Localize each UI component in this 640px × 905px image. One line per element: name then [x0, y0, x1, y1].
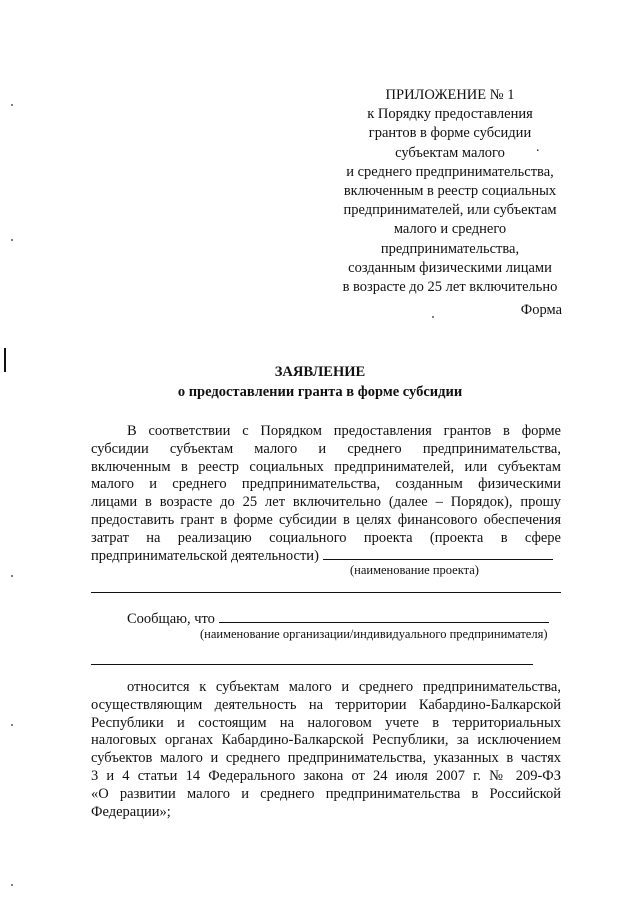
paragraph-line: малого и среднего предпринимательства, созданным физическими [91, 476, 561, 493]
appendix-line: предпринимателей, или субъектам [343, 202, 557, 219]
paragraph-line: «О развитии малого и среднего предпринимательства в Российской [91, 785, 561, 802]
appendix-line: малого и среднего [393, 221, 507, 238]
paragraph-line-text: предпринимательской деятельности) [91, 547, 319, 564]
organization-name-field[interactable] [219, 622, 549, 623]
project-name-caption: (наименование проекта) [350, 563, 479, 577]
title-subtitle: о предоставлении гранта в форме субсидии [177, 384, 463, 400]
scan-dot [11, 104, 13, 106]
scan-dot [11, 239, 13, 241]
project-name-field-line2[interactable] [91, 592, 561, 593]
appendix-line: ПРИЛОЖЕНИЕ № 1 [385, 87, 515, 103]
paragraph-line: 3 и 4 статьи 14 Федерального закона от 24 июля 2007 г. № 209-ФЗ [91, 767, 561, 784]
report-lead: Сообщаю, что [127, 611, 215, 627]
paragraph-line: осуществляющим деятельность на территории Кабардино-Балкарской [91, 696, 561, 713]
document-title [0, 362, 640, 402]
paragraph-line: относится к субъектам малого и среднего предпринимательства, [127, 679, 561, 695]
paragraph-line: предоставить грант в форме субсидии в целях финансового обеспечения [91, 511, 561, 528]
appendix-line: в возрасте до 25 лет включительно [342, 279, 558, 296]
appendix-line: субъектам малого [395, 144, 505, 161]
appendix-line: и среднего предпринимательства, [346, 163, 554, 180]
paragraph-line: субъектов малого и среднего предпринимательства, указанных в частях [91, 750, 561, 767]
scan-dot [11, 724, 13, 726]
scan-dot: . [536, 140, 540, 155]
paragraph-line: налоговых органах Кабардино-Балкарской Республики, за исключением [91, 732, 561, 749]
scan-dot [11, 575, 13, 577]
title-main: ЗАЯВЛЕНИЕ [274, 364, 366, 380]
organization-name-caption: (наименование организации/индивидуального предпринимателя) [200, 627, 548, 641]
scan-dot [432, 316, 434, 318]
paragraph-application [91, 423, 561, 565]
project-name-field[interactable] [323, 559, 553, 560]
appendix-line: созданным физическими лицами [348, 259, 552, 276]
paragraph-line: лицами в возрасте до 25 лет включительно (далее – Порядок), прошу [91, 494, 561, 511]
organization-name-field-line2[interactable] [91, 664, 533, 665]
appendix-header [330, 86, 570, 297]
appendix-line: включенным в реестр социальных [343, 183, 557, 200]
paragraph-eligibility [91, 679, 561, 821]
paragraph-line: затрат на реализацию социального проекта (проекта в сфере [91, 529, 561, 546]
paragraph-line [91, 548, 561, 566]
paragraph-line: Федерации»; [91, 803, 171, 820]
paragraph-line: включенным в реестр социальных предпринимателей, или субъектам [91, 458, 561, 475]
appendix-line: грантов в форме субсидии [368, 125, 532, 142]
appendix-line: предпринимательства, [380, 240, 520, 257]
paragraph-line: субсидии субъектам малого и среднего предпринимательства, [91, 440, 561, 457]
paragraph-line: В соответствии с Порядком предоставления грантов в форме [127, 423, 561, 439]
paragraph-line: Республики и состоящим на налоговом учете в территориальных [91, 714, 561, 731]
form-label: Форма [520, 302, 562, 318]
appendix-line: к Порядку предоставления [367, 106, 533, 123]
scan-dot [11, 884, 13, 886]
